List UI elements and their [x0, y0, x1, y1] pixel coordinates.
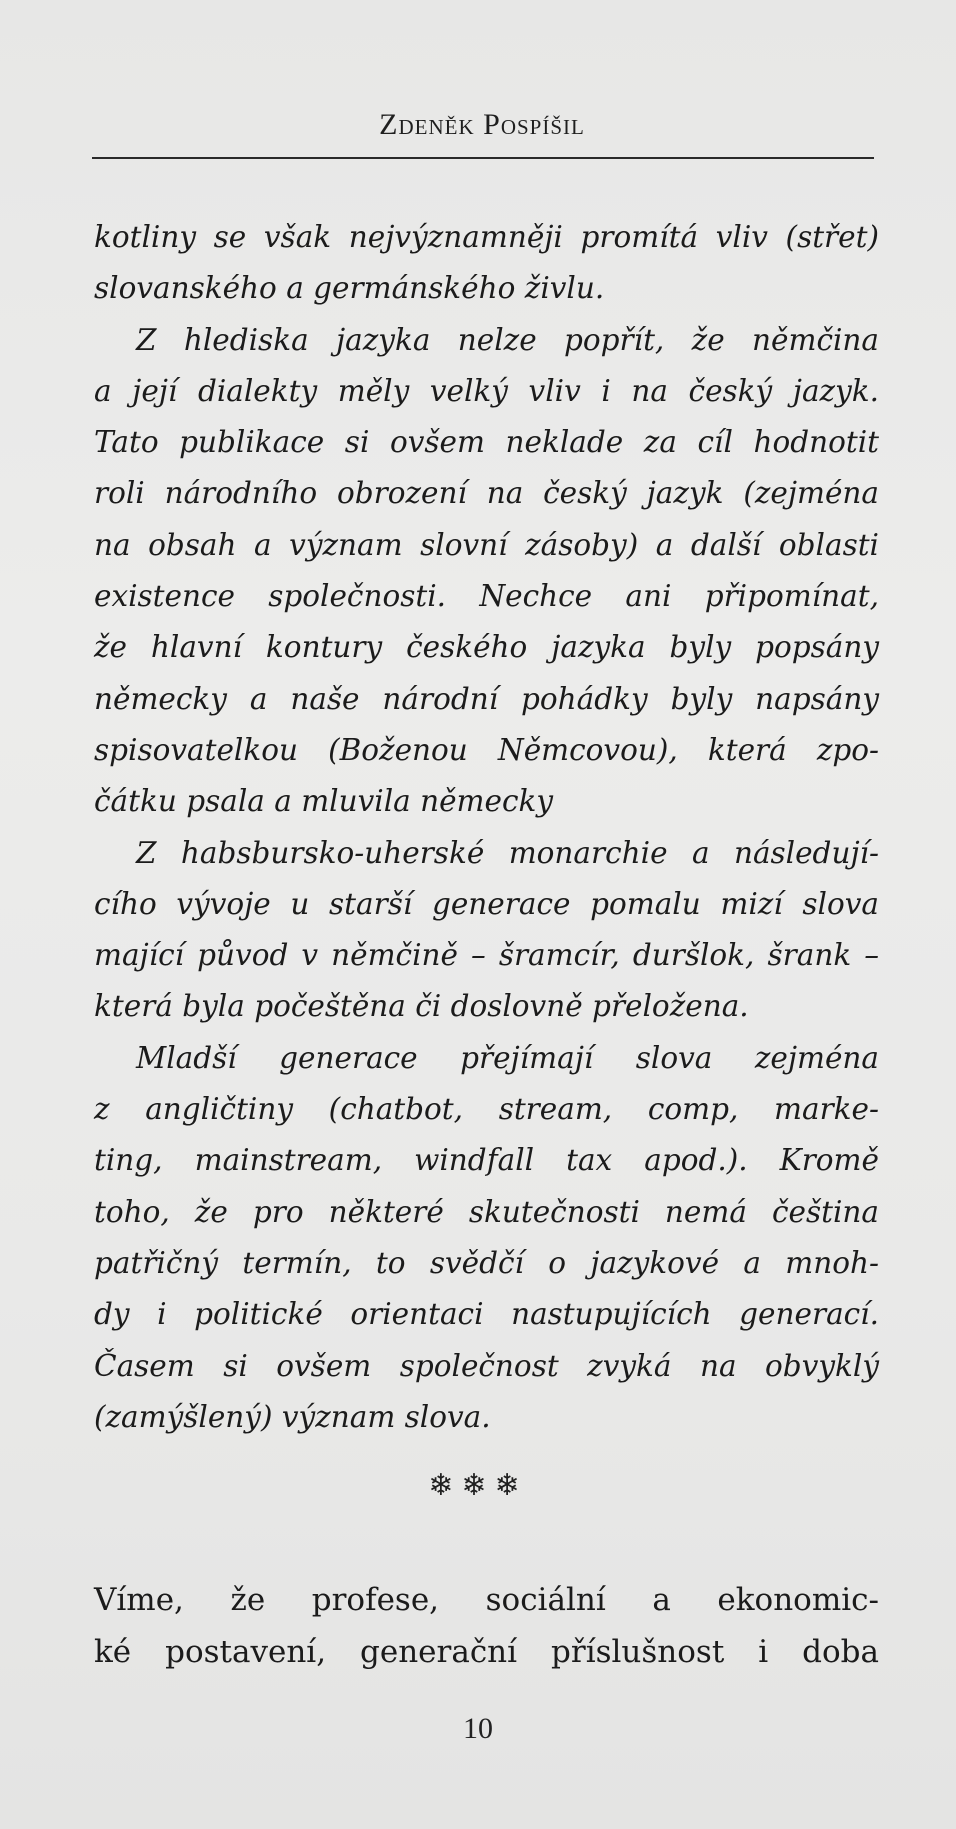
- section-break-ornament: ❄❄❄: [428, 1468, 528, 1503]
- text-line: čátku psala a mluvila německy: [94, 784, 554, 819]
- text-line: dy i politické orientaci nastupujících generací.: [94, 1297, 879, 1332]
- text-line: Časem si ovšem společnost zvyká na obvyklý: [94, 1348, 879, 1383]
- text-line: Tato publikace si ovšem neklade za cíl hodnotit: [94, 425, 879, 460]
- text-line: na obsah a význam slovní zásoby) a další oblasti: [94, 527, 879, 562]
- text-line: Víme, že profese, sociální a ekonomic-: [94, 1582, 879, 1618]
- next-section-text: [94, 1574, 879, 1678]
- text-line: patřičný termín, to svědčí o jazykové a mnoh-: [94, 1245, 879, 1280]
- text-line: Mladší generace přejímají slova zejména: [136, 1040, 879, 1075]
- text-line: z angličtiny (chatbot, stream, comp, marke-: [94, 1092, 879, 1127]
- text-line: spisovatelkou (Boženou Němcovou), která zpo-: [94, 732, 879, 767]
- text-line: Z habsbursko-uherské monarchie a následují-: [136, 835, 879, 870]
- text-line: ting, mainstream, windfall tax apod.). Kromě: [94, 1143, 879, 1178]
- text-line: toho, že pro některé skutečnosti nemá čeština: [94, 1194, 879, 1229]
- text-line: německy a naše národní pohádky byly napsány: [94, 681, 879, 716]
- running-header: [92, 108, 872, 142]
- header-rule: [92, 157, 874, 159]
- text-line: (zamýšlený) význam slova.: [94, 1399, 491, 1434]
- text-line: Z hlediska jazyka nelze popřít, že němčina: [136, 322, 879, 357]
- body-text: [94, 212, 879, 1443]
- text-line: mající původ v němčině – šramcír, duršlok, šrank –: [94, 938, 879, 973]
- text-line: která byla počeštěna či doslovně přeložena.: [94, 989, 749, 1024]
- author-name: Zdeněk Pospíšil: [379, 108, 585, 141]
- text-line: slovanského a germánského živlu.: [94, 271, 605, 306]
- text-line: roli národního obrození na český jazyk (zejména: [94, 476, 879, 511]
- text-line: existence společnosti. Nechce ani připomínat,: [94, 579, 879, 614]
- text-line: že hlavní kontury českého jazyka byly popsány: [94, 630, 879, 665]
- text-line: kotliny se však nejvýznamněji promítá vliv (střet): [94, 220, 879, 254]
- text-line: ké postavení, generační příslušnost i doba: [94, 1634, 879, 1670]
- text-line: a její dialekty měly velký vliv i na český jazyk.: [94, 373, 879, 408]
- text-line: cího vývoje u starší generace pomalu mizí slova: [94, 886, 879, 921]
- page-number: 10: [463, 1712, 493, 1745]
